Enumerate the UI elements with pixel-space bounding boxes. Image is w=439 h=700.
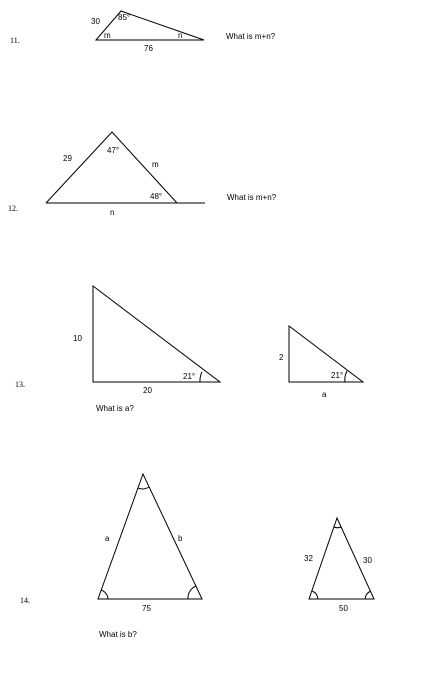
big-right-angle-arc [188, 586, 196, 599]
small-apex-angle-arc [334, 527, 341, 528]
problem-number: 13. [15, 380, 25, 389]
problem-11 [10, 11, 276, 53]
small-base-label: a [322, 390, 327, 399]
big-right-triangle [93, 286, 220, 382]
angle-n-label: n [178, 31, 183, 40]
base-n-label: n [110, 208, 115, 217]
big-base-label: 75 [142, 604, 151, 613]
small-right-angle-arc [365, 591, 371, 599]
base-label: 76 [144, 44, 153, 53]
big-angle-arc [200, 372, 202, 382]
small-angle-label: 21° [331, 371, 344, 380]
apex-angle-label: 47° [107, 146, 120, 155]
small-left-label: 32 [304, 554, 313, 563]
problem-number: 14. [20, 596, 30, 605]
small-height-label: 2 [279, 353, 284, 362]
problem-14 [20, 474, 374, 639]
big-triangle [98, 474, 202, 599]
question-text: What is a? [96, 404, 134, 413]
small-base-label: 50 [339, 604, 348, 613]
small-right-label: 30 [363, 556, 372, 565]
side-label-29: 29 [63, 154, 72, 163]
problem-13 [15, 286, 363, 413]
base-angle-label: 48° [150, 192, 163, 201]
big-base-label: 20 [143, 386, 152, 395]
big-height-label: 10 [73, 334, 82, 343]
small-angle-arc [345, 371, 347, 382]
problem-12 [8, 132, 277, 217]
apex-angle-label: 85° [118, 13, 131, 22]
question-text: What is m+n? [226, 32, 276, 41]
problem-number: 11. [10, 36, 20, 45]
question-text: What is b? [99, 630, 137, 639]
problem-number: 12. [8, 204, 18, 213]
small-left-angle-arc [312, 591, 318, 599]
big-right-label: b [178, 534, 183, 543]
big-angle-label: 21° [183, 372, 196, 381]
side-m-label: m [152, 160, 159, 169]
question-text: What is m+n? [227, 193, 277, 202]
angle-m-label: m [104, 31, 111, 40]
triangle-11 [96, 11, 204, 40]
side-label-30: 30 [91, 17, 100, 26]
small-right-triangle [289, 326, 363, 382]
big-left-angle-arc [101, 590, 108, 599]
big-apex-angle-arc [138, 487, 149, 489]
big-left-label: a [105, 534, 110, 543]
